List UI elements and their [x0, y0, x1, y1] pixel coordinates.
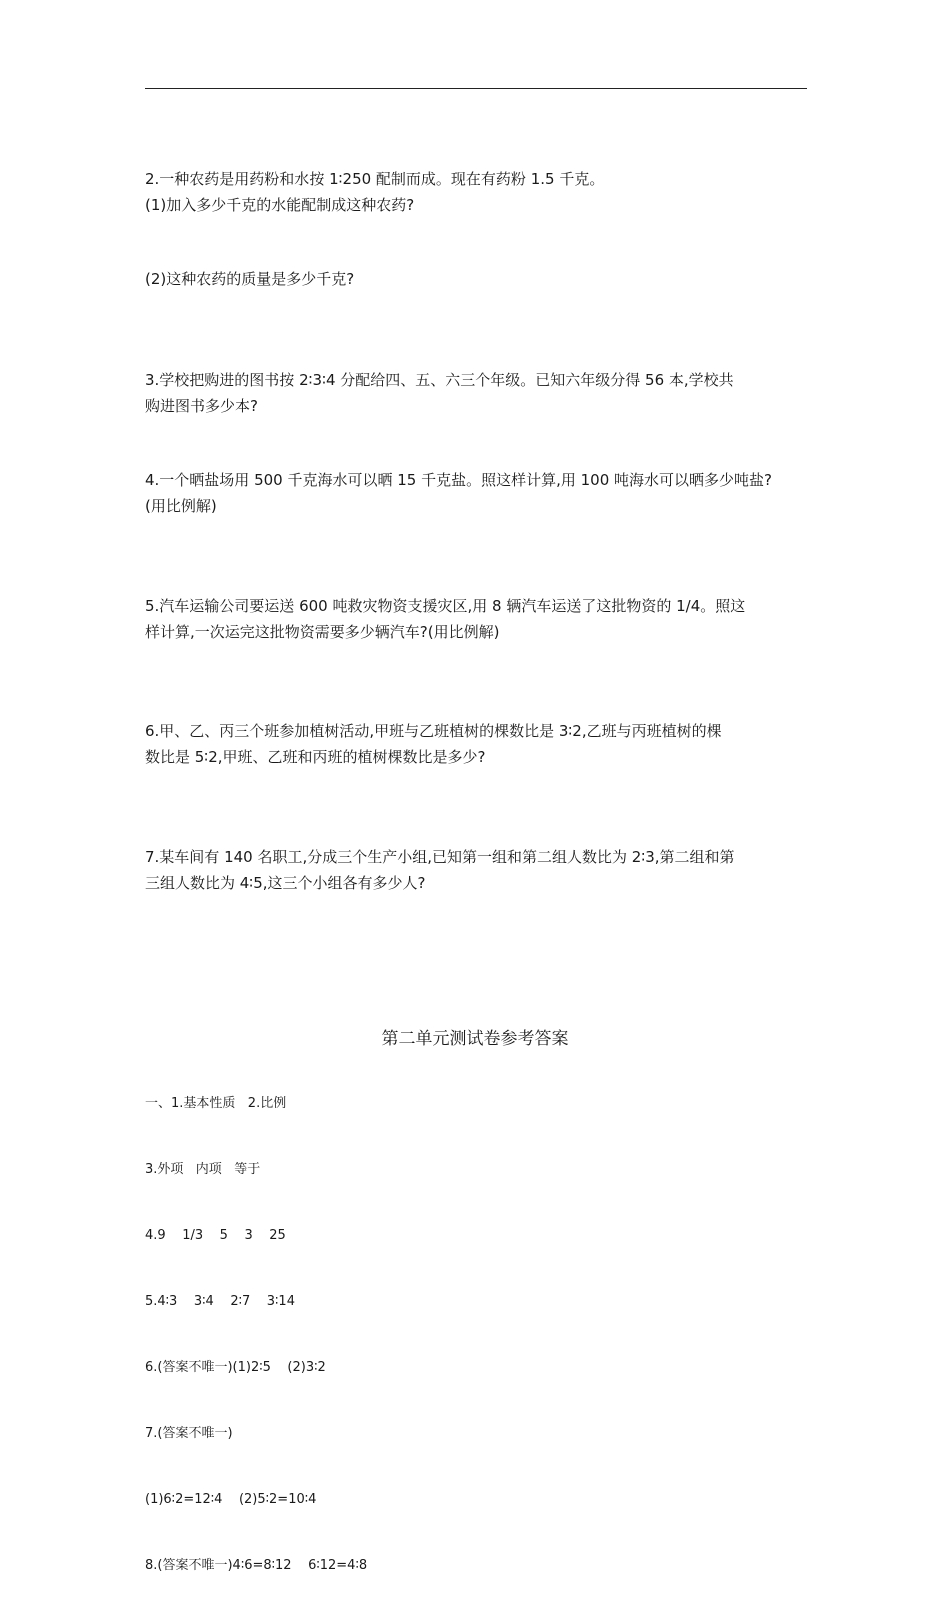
question-6-line-2: 数比是 5∶2,甲班、乙班和丙班的植树棵数比是多少?	[145, 748, 486, 766]
question-7	[145, 844, 810, 896]
answer-line: 4.9 1/3 5 3 25	[145, 1228, 286, 1243]
question-2-line-2: (1)加入多少千克的水能配制成这种农药?	[145, 196, 415, 214]
answer-key	[145, 1049, 745, 1599]
answer-line: 8.(答案不唯一)4∶6=8∶12 6∶12=4∶8	[145, 1558, 368, 1573]
question-5	[145, 593, 810, 645]
question-4	[145, 467, 810, 519]
answer-line: (1)6∶2=12∶4 (2)5∶2=10∶4	[145, 1492, 317, 1507]
question-3-line-2: 购进图书多少本?	[145, 397, 258, 415]
answer-line: 3.外项 内项 等于	[145, 1162, 261, 1177]
question-6	[145, 718, 810, 770]
question-7-line-1: 7.某车间有 140 名职工,分成三个生产小组,已知第一组和第二组人数比为 2∶3,第二组和第	[145, 848, 735, 866]
question-4-line-2: (用比例解)	[145, 497, 217, 515]
question-7-line-2: 三组人数比为 4∶5,这三个小组各有多少人?	[145, 874, 426, 892]
question-6-line-1: 6.甲、乙、丙三个班参加植树活动,甲班与乙班植树的棵数比是 3∶2,乙班与丙班植树的棵	[145, 722, 722, 740]
question-2-part-2	[145, 266, 810, 292]
answer-line: 7.(答案不唯一)	[145, 1426, 233, 1441]
answer-line: 一、1.基本性质 2.比例	[145, 1096, 287, 1111]
answer-key-title: 第二单元测试卷参考答案	[381, 1029, 569, 1049]
question-3	[145, 367, 810, 419]
question-2	[145, 166, 810, 218]
question-2-line-1: 2.一种农药是用药粉和水按 1∶250 配制而成。现在有药粉 1.5 千克。	[145, 170, 605, 188]
question-2-part-2-line-1: (2)这种农药的质量是多少千克?	[145, 270, 355, 288]
answer-line: 6.(答案不唯一)(1)2∶5 (2)3∶2	[145, 1360, 326, 1375]
question-3-line-1: 3.学校把购进的图书按 2∶3∶4 分配给四、五、六三个年级。已知六年级分得 56 本,学校共	[145, 371, 734, 389]
question-5-line-2: 样计算,一次运完这批物资需要多少辆汽车?(用比例解)	[145, 623, 500, 641]
question-5-line-1: 5.汽车运输公司要运送 600 吨救灾物资支援灾区,用 8 辆汽车运送了这批物资的 1/4。照这	[145, 597, 746, 615]
question-4-line-1: 4.一个晒盐场用 500 千克海水可以晒 15 千克盐。照这样计算,用 100 吨海水可以晒多少吨盐?	[145, 471, 773, 489]
header-rule	[145, 88, 807, 89]
answer-line: 5.4∶3 3∶4 2∶7 3∶14	[145, 1294, 295, 1309]
